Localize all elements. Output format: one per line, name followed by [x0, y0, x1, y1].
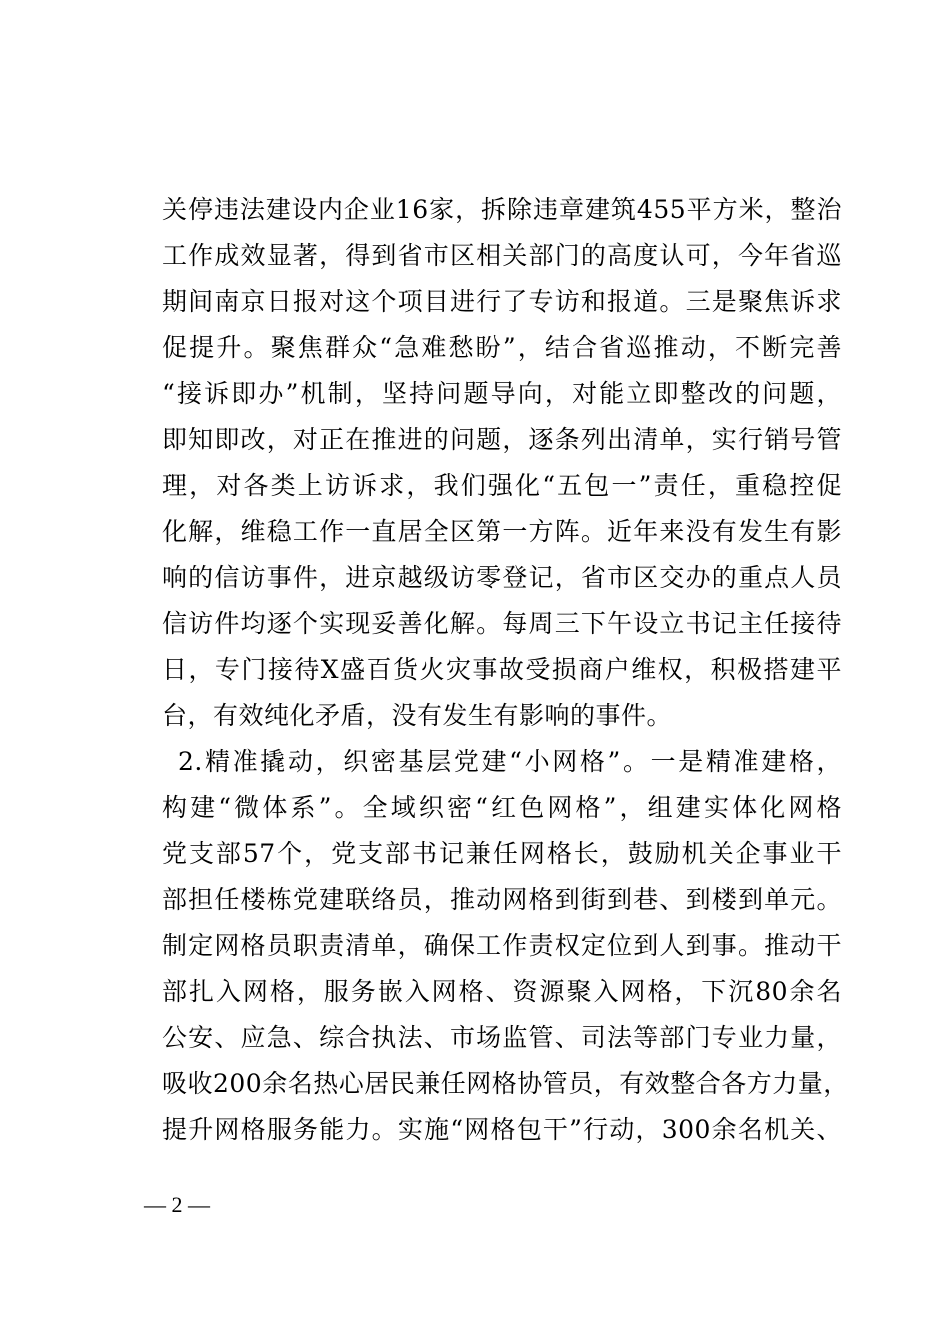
text-line: 关停违法建设内企业16家，拆除违章建筑455平方米，整治 — [162, 195, 842, 224]
text-line: 工作成效显著，得到省市区相关部门的高度认可，今年省巡 — [162, 241, 842, 270]
text-line: 理，对各类上访诉求，我们强化“五包一”责任，重稳控促 — [162, 471, 842, 500]
text-line: 公安、应急、综合执法、市场监管、司法等部门专业力量， — [162, 1023, 842, 1052]
text-line: 吸收200余名热心居民兼任网格协管员，有效整合各方力量， — [162, 1069, 849, 1098]
text-line: 党支部57个，党支部书记兼任网格长，鼓励机关企事业干 — [162, 839, 842, 868]
text-line: 响的信访事件，进京越级访零登记，省市区交办的重点人员 — [162, 563, 842, 592]
text-line: 化解，维稳工作一直居全区第一方阵。近年来没有发生有影 — [162, 517, 842, 546]
text-line: 信访件均逐个实现妥善化解。每周三下午设立书记主任接待 — [162, 609, 842, 638]
text-line: 期间南京日报对这个项目进行了专访和报道。三是聚焦诉求 — [162, 287, 842, 316]
text-line: 即知即改，对正在推进的问题，逐条列出清单，实行销号管 — [162, 425, 842, 454]
text-line: 台，有效纯化矛盾，没有发生有影响的事件。 — [162, 701, 673, 730]
text-line: 制定网格员职责清单，确保工作责权定位到人到事。推动干 — [162, 931, 842, 960]
text-line: 构建“微体系”。全域织密“红色网格”，组建实体化网格 — [162, 793, 842, 822]
text-line: 提升网格服务能力。实施“网格包干”行动，300余名机关、 — [162, 1115, 842, 1144]
text-line: “接诉即办”机制，坚持问题导向，对能立即整改的问题， — [162, 379, 842, 408]
section-heading-line: 2.精准撬动，织密基层党建“小网格”。一是精准建格， — [178, 747, 842, 776]
text-line: 促提升。聚焦群众“急难愁盼”，结合省巡推动，不断完善 — [162, 333, 842, 362]
text-line: 部担任楼栋党建联络员，推动网格到街到巷、到楼到单元。 — [162, 885, 842, 914]
body-text — [162, 187, 849, 1153]
text-line: 部扎入网格，服务嵌入网格、资源聚入网格，下沉80余名 — [162, 977, 842, 1006]
text-line: 日，专门接待X盛百货火灾事故受损商户维权，积极搭建平 — [162, 655, 842, 684]
page-number: — 2 — — [144, 1192, 210, 1217]
